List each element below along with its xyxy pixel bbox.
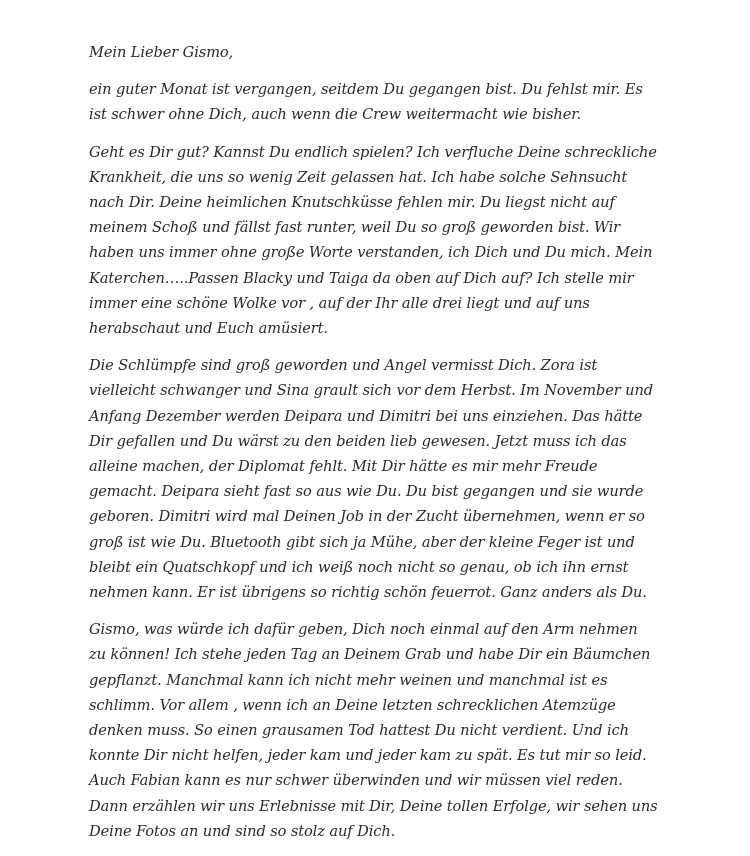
text-line: herabschaut und Euch amüsiert. xyxy=(89,320,328,338)
text-line: meinem Schoß und fällst fast runter, weil Du so groß geworden bist. Wir xyxy=(89,219,621,237)
text-line: schlimm. Vor allem , wenn ich an Deine letzten schrecklichen Atemzüge xyxy=(89,696,616,714)
text-line: Anfang Dezember werden Deipara und Dimitri bei uns einziehen. Das hätte xyxy=(89,407,643,425)
text-line: Dann erzählen wir uns Erlebnisse mit Dir, Deine tollen Erfolge, wir sehen uns xyxy=(89,797,658,815)
text-line: gemacht. Deipara sieht fast so aus wie Du. Du bist gegangen und sie wurde xyxy=(89,483,644,501)
text-line: Dir gefallen und Du wärst zu den beiden lieb gewesen. Jetzt muss ich das xyxy=(89,432,627,450)
text-line: groß ist wie Du. Bluetooth gibt sich ja Mühe, aber der kleine Feger ist und xyxy=(89,533,635,551)
text-line: bleibt ein Quatschkopf und ich weiß noch nicht so genau, ob ich ihn ernst xyxy=(89,558,629,576)
paragraph-1 xyxy=(89,77,664,127)
letter-body xyxy=(89,40,664,856)
text-line: Deine Fotos an und sind so stolz auf Dich. xyxy=(89,822,396,840)
text-line: immer eine schöne Wolke vor , auf der Ihr alle drei liegt und auf uns xyxy=(89,294,590,312)
text-line: Katerchen…..Passen Blacky und Taiga da oben auf Dich auf? Ich stelle mir xyxy=(89,269,634,287)
text-line: geboren. Dimitri wird mal Deinen Job in der Zucht übernehmen, wenn er so xyxy=(89,508,645,526)
text-line: vielleicht schwanger und Sina grault sich vor dem Herbst. Im November und xyxy=(89,382,654,400)
text-line: gepflanzt. Manchmal kann ich nicht mehr weinen und manchmal ist es xyxy=(89,671,608,689)
text-line: Die Schlümpfe sind groß geworden und Angel vermisst Dich. Zora ist xyxy=(89,357,598,375)
text-line: denken muss. So einen grausamen Tod hattest Du nicht verdient. Und ich xyxy=(89,722,629,740)
text-line: nach Dir. Deine heimlichen Knutschküsse fehlen mir. Du liegst nicht auf xyxy=(89,194,615,212)
paragraph-4 xyxy=(89,617,664,844)
text-line: Krankheit, die uns so wenig Zeit gelassen hat. Ich habe solche Sehnsucht xyxy=(89,168,628,186)
text-line: Auch Fabian kann es nur schwer überwinden und wir müssen viel reden. xyxy=(89,772,623,790)
text-line: zu können! Ich stehe jeden Tag an Deinem Grab und habe Dir ein Bäumchen xyxy=(89,646,651,664)
text-line: alleine machen, der Diplomat fehlt. Mit Dir hätte es mir mehr Freude xyxy=(89,458,598,476)
text-line: nehmen kann. Er ist übrigens so richtig schön feuerrot. Ganz anders als Du. xyxy=(89,584,647,602)
text-line: konnte Dir nicht helfen, jeder kam und jeder kam zu spät. Es tut mir so leid. xyxy=(89,747,647,765)
text-line: ist schwer ohne Dich, auch wenn die Crew weitermacht wie bisher. xyxy=(89,106,582,124)
text-line: haben uns immer ohne große Worte verstanden, ich Dich und Du mich. Mein xyxy=(89,244,653,262)
text-line: Geht es Dir gut? Kannst Du endlich spielen? Ich verfluche Deine schreckliche xyxy=(89,143,657,161)
text-line: Gismo, was würde ich dafür geben, Dich noch einmal auf den Arm nehmen xyxy=(89,621,638,639)
text-line: ein guter Monat ist vergangen, seitdem Du gegangen bist. Du fehlst mir. Es xyxy=(89,81,643,99)
paragraph-3 xyxy=(89,353,664,605)
letter-salutation: Mein Lieber Gismo, xyxy=(89,44,234,61)
paragraph-2 xyxy=(89,140,664,342)
